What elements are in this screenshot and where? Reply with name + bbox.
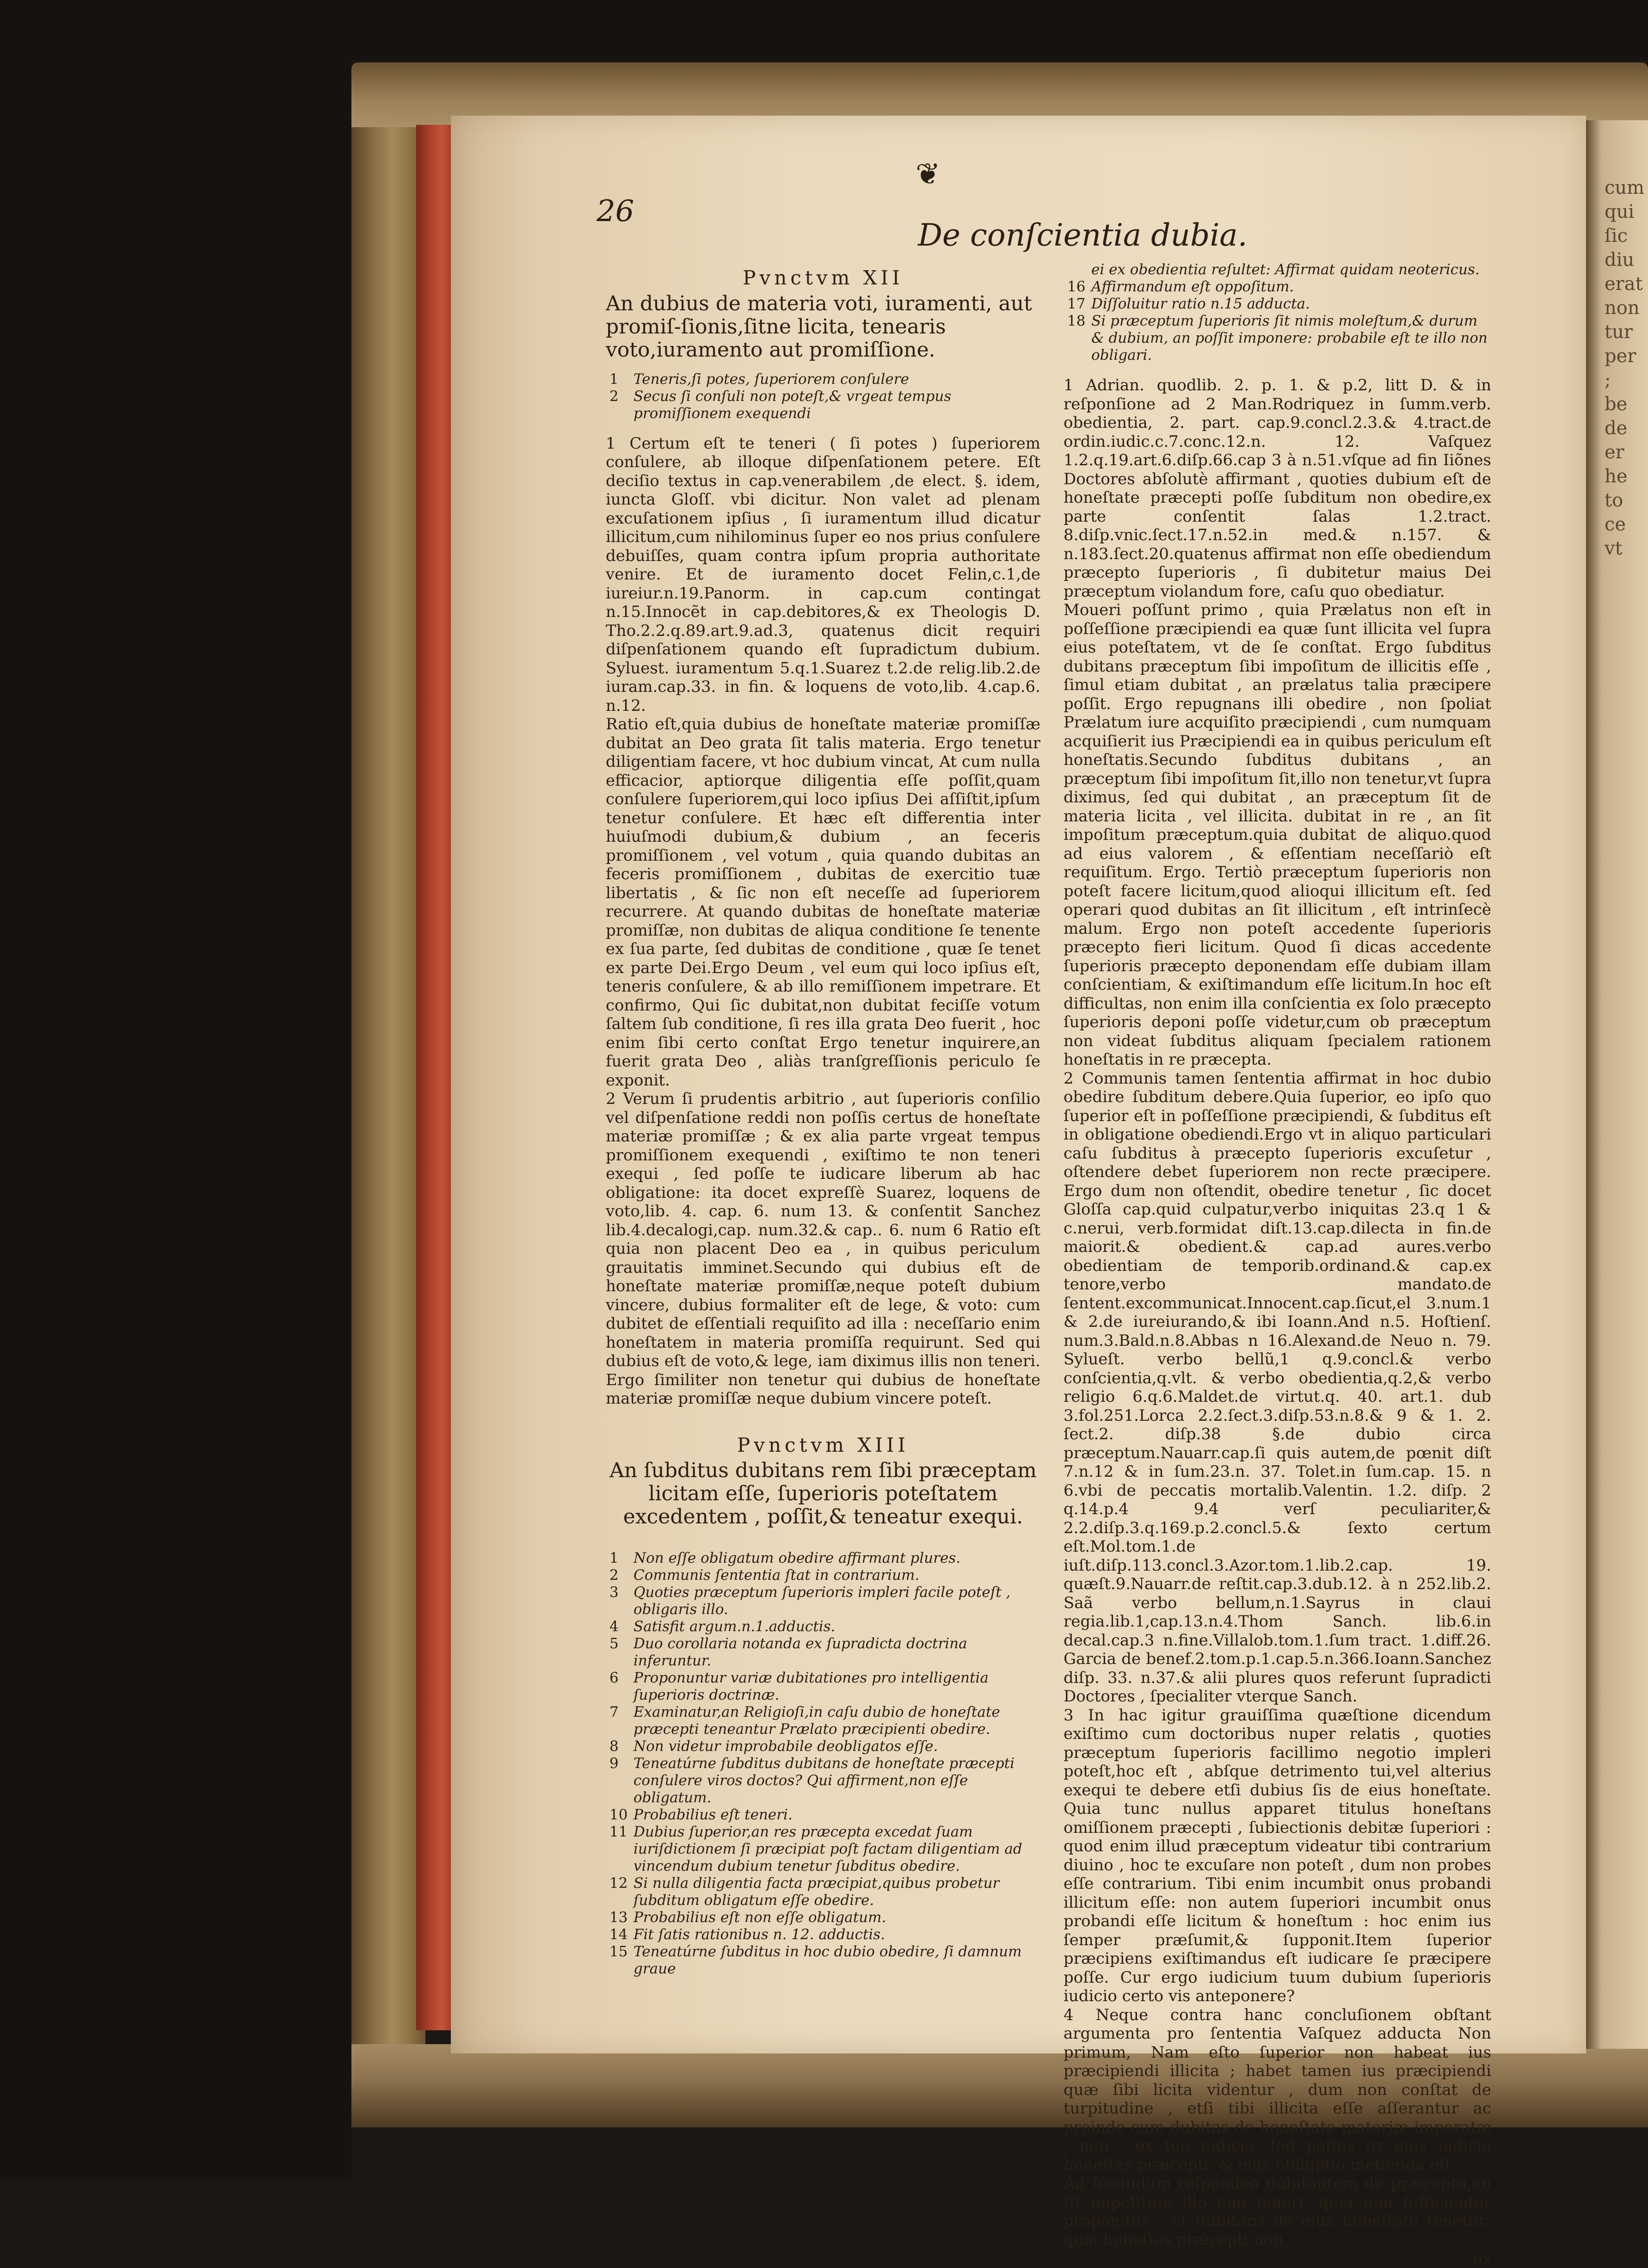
summary-item-number: 12 [609, 1875, 628, 1892]
summary-item-text: Teneatúrne ſubditus dubitans de honeſtate præcepti conſulere viros doctos? Qui affirment,non eſſe obligatum. [633, 1755, 1015, 1806]
summary-item [606, 388, 1040, 422]
summary-item-text: Fit ſatis rationibus n. 12. adductis. [633, 1926, 885, 1943]
summary-item-text: ei ex obedientia reſultet: Affirmat quidam neotericus. [1091, 261, 1480, 278]
summary-list-continued [1064, 261, 1491, 364]
summary-item-text: Duo corollaria notanda ex ſupradicta doctrina inferuntur. [633, 1635, 967, 1669]
summary-item-text: Secus ſi conſuli non poteſt,& vrgeat tempus promiſſionem exequendi [633, 388, 952, 422]
summary-item-text: Affirmandum eſt oppoſitum. [1091, 278, 1294, 295]
summary-list-xiii [606, 1550, 1040, 1978]
summary-item-text: Si præceptum ſuperioris ſit nimis moleſtum,& durum & dubium, an poſſit imponere: probabile eſt te illo non obligari. [1091, 313, 1488, 364]
background-left [0, 0, 351, 2179]
summary-item-number: 14 [609, 1926, 628, 1943]
summary-item-text: Probabilius eſt teneri. [633, 1806, 793, 1823]
summary-item-number: 9 [609, 1755, 619, 1772]
summary-item [606, 1943, 1040, 1978]
summary-item [606, 1670, 1040, 1704]
summary-item [606, 1909, 1040, 1926]
section-heading-xii: Pvnctvm XII [743, 266, 904, 289]
summary-item-number: 2 [609, 1567, 619, 1584]
summary-item-number: 15 [609, 1943, 628, 1960]
page-number: 26 [596, 194, 634, 228]
paragraph: 1 Certum eſt te teneri ( ſi potes ) ſuperiorem conſulere, ab illoque diſpenſationem petere. Eſt deciſio textus in cap.venerabilem ,de elect. §. idem, iuncta Gloſſ. vbi dicitur. Non valet ad plenam excuſationem ipſius , ſi iuramentum illud dicatur illicitum,cum nihilominus ſuper eo nos prius conſulere debuiſſes, quam contra ipſum propria authoritate venire. Et de iuramento docet Felin,c.1,de iureiur.n.19.Panorm. in cap.cum contingat n.15.Innocẽt in cap.debitores,& ex Theologis D. Tho.2.2.q.89.art.9.ad.3, quatenus dicit requiri diſpenſationem quando eſt ſupradictum dubium. Syluest. iuramentum 5.q.1.Suarez t.2.de relig.lib.2.de iuram.cap.33. in fin. & loquens de voto,lib. 4.cap.6. n.12. [606, 434, 1040, 715]
summary-item-text: Examinatur,an Religioſi,in caſu dubio de honeſtate præcepti teneantur Prælato præcipienti obedire. [633, 1704, 1000, 1738]
section-question-xii: An dubius de materia voti, iuramenti, aut promiſ-ſionis,ſitne licita, tenearis voto,iuramento aut promiſſione. [606, 291, 1032, 362]
summary-item [606, 1550, 1040, 1567]
summary-item [1064, 313, 1491, 364]
paragraph: Ratio eſt,quia dubius de honeſtate materiæ promiſſæ dubitat an Deo grata ſit talis materia. Ergo tenetur diligentiam facere, vt hoc dubium vincat, At cum nulla efficacior, aptiorque diligentia eſſe poſſit,quam conſulere ſuperiorem,qui loco ipſius Dei aſſiſtit,ipſum tenetur conſulere. Et hæc eſt differentia inter huiuſmodi dubium,& dubium , an feceris promiſſionem , vel votum , quia quando dubitas an feceris promiſſionem , dubitas de exercitio tuæ libertatis , & ſic non eſt neceſſe ad ſuperiorem recurrere. At quando dubitas de honeſtate materiæ promiſſæ, non dubitas de aliqua conditione ſe tenente ex ſua parte, ſed dubitas de conditione , quæ ſe tenet ex parte Dei.Ergo Deum , vel eum qui loco ipſius eſt, teneris conſulere, & ab illo remiſſionem impetrare. Et confirmo, Qui ſic dubitat,non dubitat feciſſe votum ſaltem ſub conditione, ſi res illa grata Deo fuerit , hoc enim ſibi certo conſtat Ergo tenetur inquirere,an fuerit grata Deo , aliàs tranſgreſſionis periculo ſe exponit. [606, 715, 1040, 1090]
paragraph: 2 Communis tamen ſententia affirmat in hoc dubio obedire ſubditum debere.Quia ſuperior, eo ipſo quo ſuperior eſt in poſſeſſione præcipiendi, & ſubditus eſt in obligatione obediendi.Ergo vt in aliquo particulari caſu ſubditus à præcepto ſuperioris excuſetur , oſtendere debet ſuperiorem non recte præcipere. Ergo dum non oſtendit, obedire tenetur , ſic docet Gloſſa cap.quid culpatur,verbo iniquitas 23.q 1 & c.nerui, verb.formidat diſt.13.cap.dilecta in fin.de maiorit.& obedient.& cap.ad aures.verbo obedientiam de temporib.ordinand.& cap.ex tenore,verbo mandato.de ſentent.excommunicat.Innocent.cap.ſicut,el 3.num.1 & 2.de iureiurando,& ibi Ioann.And n.5. Hoſtienſ. num.3.Bald.n.8.Abbas n 16.Alexand.de Neuo n. 79. Sylueſt. verbo bellũ,1 q.9.concl.& verbo conſcientia,q.vlt. & verbo obedientia,q.2,& verbo religio 6.q.6.Maldet.de virtut.q. 40. art.1. dub 3.fol.251.Lorca 2.2.ſect.3.diſp.53.n.8.& 9 & 1. 2. ſect.2. diſp.38 §.de dubio circa præceptum.Nauarr.cap.ſi quis autem,de pœnit diſt 7.n.12 & in ſum.23.n. 37. Tolet.in ſum.cap. 15. n 6.vbi de peccatis mortalib.Valentin. 1.2. diſp. 2 q.14.p.4 9.4 verſ peculiariter,& 2.2.diſp.3.q.169.p.2.concl.5.& ſexto certum eſt.Mol.tom.1.de iuſt.diſp.113.concl.3.Azor.tom.1.lib.2.cap. 19. quæſt.9.Nauarr.de reſtit.cap.3.dub.12. à n 252.lib.2. Saã verbo bellum,n.1.Sayrus in claui regia.lib.1,cap.13.n.4.Thom Sanch. lib.6.in decal.cap.3 n.fine.Villalob.tom.1.ſum tract. 1.diff.26. Garcia de benef.2.tom.p.1.cap.5.n.366.Ioann.Sanchez diſp. 33. n.37.& alii plures quos referunt ſupradicti Doctores , ſpecialiter vterque Sanch. [1064, 1069, 1491, 1706]
paragraph: 4 Neque contra hanc concluſionem obſtant argumenta pro ſententia Vaſquez adducta Non primum, Nam eſto ſuperior non habeat ius præcipiendi illicita ; habet tamen ius præcipiendi quæ ſibi licita videntur , dum non conſtat de turpitudine , etſi tibi illicita eſſe aſſerantur ac proinde cum dubitas de honeſtate materiæ imperatæ , non , ex tuo iudicio, ſed potius ex eius iudicio honeſtas præcepti, & eius obligatio metienda eſt [1064, 2005, 1491, 2174]
summary-item-text: Dubius ſuperior,an res præcepta excedat ſuam iuriſdictionem ſi præcipiat poſt factam diligentiam ad vincendum dubium tenetur ſubditus obedire. [633, 1824, 1022, 1874]
summary-item-text: Teneatúrne ſubditus in hoc dubio obedire, ſi damnum graue [633, 1943, 1022, 1977]
running-head: De conſcientia dubia. [918, 217, 1248, 253]
summary-item [606, 1755, 1040, 1806]
section-heading-xiii: Pvnctvm XIII [737, 1433, 909, 1456]
summary-item-number: 3 [609, 1584, 619, 1601]
summary-item [606, 1567, 1040, 1584]
summary-item [606, 371, 1040, 388]
summary-item [606, 1618, 1040, 1635]
right-column [1064, 261, 1491, 2268]
summary-item [606, 1704, 1040, 1738]
paragraph: 3 In hac igitur grauiſſima quæſtione dicendum exiſtimo cum doctoribus nuper relatis , quoties præceptum ſuperioris facillimo negotio impleri poteſt,hoc eſt , abſque detrimento tui,vel alterius exequi te debere etſi dubius ſis de eius honeſtate. Quia tunc nullus apparet titulus honeſtans omiſſionem præcepti , ſubiectionis debitæ ſuperiori : quod enim illud præceptum videatur tibi contrarium diuino , hoc te excuſare non poteſt , dum non probes eſſe contrarium. Tibi enim incumbit onus probandi illicitum eſſe: non autem ſuperiori incumbit onus probandi eſſe licitum & honeſtum : hoc enim ius ſemper præſumit,& ſupponit.Item ſuperior præcipiens exiſtimandus eſt iudicare ſe præcipere poſſe. Cur ergo iudicium tuum dubium ſuperioris iudicio certo vis anteponere? [1064, 1706, 1491, 2005]
summary-item [606, 1875, 1040, 1909]
summary-item [606, 1584, 1040, 1618]
catchword: ex [1473, 2249, 1491, 2268]
summary-item [606, 1926, 1040, 1943]
summary-item-number: 16 [1067, 278, 1086, 295]
summary-item-number: 2 [609, 388, 619, 405]
paragraph: Moueri poſſunt primo , quia Prælatus non eſt in poſſeſſione præcipiendi ea quæ ſunt illicita vel ſupra eius poteſtatem, vt de ſe conſtat. Ergo ſubditus dubitans præceptum ſibi impoſitum de illicitis eſſe , ſimul etiam dubitat , an prælatus talia præcipere poſſit. Ergo repugnans illi obedire , non ſpoliat Prælatum iure acquiſito præcipiendi , cum numquam acquiſierit ius Præcipiendi ea in quibus periculum eſt honeſtatis.Secundo ſubditus dubitans , an præceptum ſibi impoſitum ſit,illo non tenetur,vt ſupra diximus, ſed qui dubitat , an præceptum ſit de materia licita , vel illicita. dubitat in re , an ſit impoſitum præceptum.quia dubitat de aliquo.quod ad eius valorem , & eſſentiam neceſſariò eſt requiſitum. Ergo. Tertiò præceptum ſuperioris non poteſt facere licitum,quod alioqui illicitum eſt. ſed operari quod dubitas an ſit illicitum , eſt intrinſecè malum. Ergo non poteſt accedente ſuperioris præcepto fieri licitum. Quod ſi dicas accedente ſuperioris præcepto deponendam eſſe dubiam illam conſcientiam, & exiſtimandum eſſe licitum.In hoc eſt difficultas, non enim illa conſcientia ex ſolo præcepto ſuperioris deponi poſſe videtur,cum ob præceptum non videat ſubditus aliquam ſpecialem rationem honeſtatis in re præcepta. [1064, 601, 1491, 1069]
summary-item-number: 11 [609, 1824, 628, 1840]
paragraph: 1 Adrian. quodlib. 2. p. 1. & p.2, litt D. & in reſponſione ad 2 Man.Rodriquez in ſumm.verb. obedientia, 2. part. cap.9.concl.2.3.& 4.tract.de ordin.iudic.c.7.conc.12.n. 12. Vaſquez 1.2.q.19.art.6.diſp.66.cap 3 à n.51.vſque ad fin Iiõnes Doctores abſolutè affirmant , quoties dubium eſt de honeſtate præcepti poſſe ſubditum non obedire,ex parte conſentit ſalas 1.2.tract. 8.diſp.vnic.ſect.17.n.52.in med.& n.157. & n.183.ſect.20.quatenus affirmat non eſſe obediendum præcepto ſuperioris , ſi dubitetur maius Dei præceptum violandum fore, caſu quo obediatur. [1064, 376, 1491, 601]
summary-item-number: 10 [609, 1806, 628, 1823]
red-page-edges [416, 125, 453, 2030]
summary-item-text: Probabilius eſt non eſſe obligatum. [633, 1909, 886, 1926]
summary-item [606, 1824, 1040, 1875]
summary-item-number: 7 [609, 1704, 619, 1720]
summary-item-text: Quoties præceptum ſuperioris impleri facile poteſt , obligaris illo. [633, 1584, 1011, 1618]
summary-item-text: Communis ſententia ſtat in contrarium. [633, 1567, 920, 1584]
section-question-xiii: An ſubditus dubitans rem ſibi præceptam licitam eſſe, ſuperioris poteſtatem excedentem , poſſit,& teneatur exequi. [609, 1459, 1037, 1528]
summary-item-number: 18 [1067, 313, 1086, 329]
summary-item-text: Satisfit argum.n.1.adductis. [633, 1618, 836, 1635]
summary-item [606, 1738, 1040, 1755]
summary-item-text: Proponuntur variæ dubitationes pro intelligentia ſuperioris doctrinæ. [633, 1670, 989, 1703]
summary-item [1064, 296, 1491, 313]
summary-item-number: 17 [1067, 296, 1086, 312]
summary-item-number: 13 [609, 1909, 628, 1926]
summary-item [606, 1635, 1040, 1670]
summary-item [606, 1806, 1040, 1824]
paragraph: Ad ſecundum reſpondeo dubitantem de præcepto,an ſit impoſitum illo non teneri, quia non ſufficienter proponitur : at dubitans de eius honeſtate tenetur: quia honeſtas præcepti non [1064, 2174, 1491, 2249]
summary-item-number: 1 [609, 1550, 619, 1566]
summary-item-number: 6 [609, 1670, 619, 1686]
printer-ornament: ❦ [916, 157, 941, 191]
summary-item-number: 8 [609, 1738, 619, 1755]
summary-item-text: Si nulla diligentia facta præcipiat,quibus probetur ſubditum obligatum eſſe obedire. [633, 1875, 1000, 1909]
paragraph: 2 Verum ſi prudentis arbitrio , aut ſuperioris conſilio vel diſpenſatione reddi non poſſis certus de honeſtate materiæ promiſſæ ; & ex alia parte vrgeat tempus promiſſionem exequendi , exiſtimo te non teneri exequi , ſed poſſe te iudicare liberum ab hac obligatione: ita docet expreſſè Suarez, loquens de voto,lib. 4. cap. 6. num 13. & conſentit Sanchez lib.4.decalogi,cap. num.32.& cap.. 6. num 6 Ratio eſt quia non placent Deo ea , in quibus periculum grauitatis imminet.Secundo qui dubius eſt de honeſtate materiæ promiſſæ,neque poteſt dubium vincere, dubius formaliter eſt de lege, & voto: cum dubitet de eſſentiali requiſito ad illa : neceſſario enim honeſtatem in materia promiſſa requirunt. Sed qui dubius eſt de voto,& lege, iam diximus illis non teneri. Ergo ſimiliter non tenetur qui dubius de honeſtate materiæ promiſſæ neque dubium vincere poteſt. [606, 1090, 1040, 1408]
summary-item-number: 5 [609, 1635, 619, 1652]
book-spine [351, 62, 425, 2116]
summary-item-number: 4 [609, 1618, 619, 1635]
adjacent-page-text: cum qui ſic diu erat non tur per ; be de er he to ce vt [1605, 177, 1645, 559]
summary-item [1064, 261, 1491, 278]
summary-item-text: Non eſſe obligatum obedire affirmant plures. [633, 1550, 961, 1566]
left-column [606, 261, 1040, 1978]
summary-item [1064, 278, 1491, 296]
summary-list-xii [606, 371, 1040, 422]
summary-item-text: Teneris,ſi potes, ſuperiorem conſulere [633, 370, 909, 388]
summary-item-number: 1 [609, 370, 619, 388]
summary-item-text: Diſſoluitur ratio n.15 adducta. [1091, 296, 1310, 312]
summary-item-text: Non videtur improbabile deobligatos eſſe. [633, 1738, 938, 1755]
